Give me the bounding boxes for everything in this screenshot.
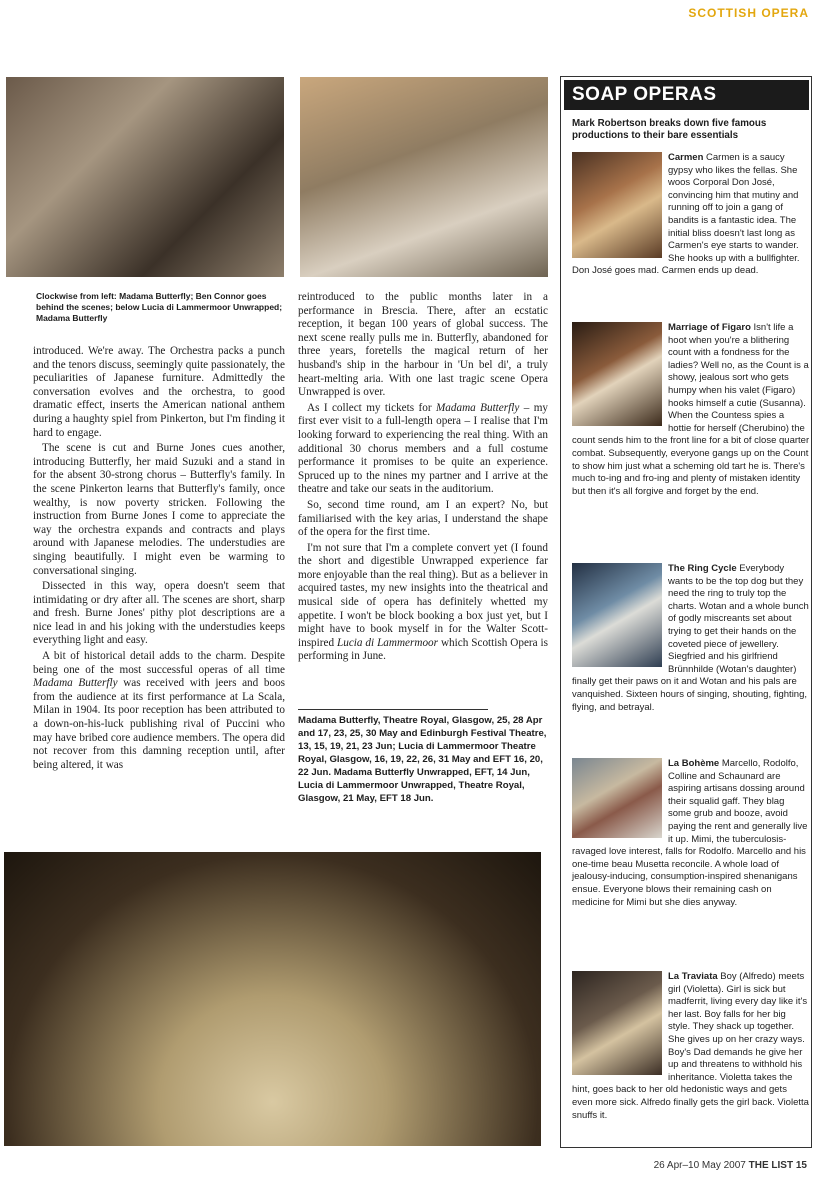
la-boheme-photo [572, 758, 662, 838]
opera-entry-carmen [572, 152, 810, 278]
opera-entry-la-boheme [572, 758, 810, 909]
paragraph: I'm not sure that I'm a complete convert yet (I found the short and digestible Unwrapped experience far more enjoyable than the real thing). But as a believer in acquired tastes, my new insights into the theatrical and musical side of opera has definitely whetted my appetite. I won't be block booking a box just yet, but I might have to book myself in for the Walter Scott-inspired Lucia di Lammermoor which Scottish Opera is performing in June. [298, 541, 549, 663]
photo-stage-performance [4, 852, 541, 1146]
ring-cycle-photo [572, 563, 662, 667]
opera-text: Isn't life a hoot when you're a blithering count with a fondness for the ladies? Well no, as the Count is a showy, jealous sort who gets humpy when his valet (Figaro) hooks himself a cutie (Susanna). When the Countess spies a hottie for herself (Cherubino) the count sends him to the front line for a bit of close quarter combat. Subsequently, everyone gangs up on the Count to show him just what a scheming old tart he is. There's much to-ing and fro-ing and plenty of mistaken identity but then it's all forgive and forget by the end. [572, 322, 810, 497]
sidebar-intro: Mark Robertson breaks down five famous productions to their bare essentials [572, 118, 767, 141]
section-tag: SCOTTISH OPERA [688, 6, 809, 20]
paragraph: As I collect my tickets for Madama Butterfly – my first ever visit to a full-length opera – I realise that I'm looking forward to experiencing the real thing. With an additional 30 chorus members and a full costume performance it promises to be quite an experience. Spruced up to the nines my partner and I arrive at the theatre and take our seats in the auditorium. [298, 401, 548, 496]
paragraph: reintroduced to the public months later in a performance in Brescia. There, after an ecstatic reception, it began 100 years of global success. The next scene really pulls me in. Butterfly, abandoned for three years, foretells the magical return of her husband's ship in the harbour in 'Un bel di', a truly heart-melting aria. With one last tragic scene Opera Unwrapped is over. [298, 291, 548, 399]
opera-text: Carmen is a saucy gypsy who likes the fellas. She woos Corporal Don José, convincing him that mutiny and running off to join a gang of bandits is a fantastic idea. The initial bliss doesn't last long as Carmen's eye starts to wander. She hooks up with a bullfighter. Don José goes mad. Carmen ends up dead. [572, 152, 800, 277]
opera-entry-la-traviata [572, 971, 810, 1122]
sidebar-title: SOAP OPERAS [564, 80, 809, 110]
photo-costume-room [6, 77, 284, 277]
opera-text: Boy (Alfredo) meets girl (Violetta). Girl is sick but madferrit, living every day like it's her last. Boy falls for her big style. They shack up together. She gives up on her crazy ways. Boy's Dad demands he give her up and threatens to withhold his inheritance. Violetta takes the hint, goes back to her old hedonistic ways and gets even more sick. Alfredo finally gets the girl back. Violetta snuffs it. [572, 971, 809, 1121]
page-footer [654, 1160, 807, 1171]
figaro-photo [572, 322, 662, 426]
page-number: 15 [795, 1160, 807, 1171]
issue-dates: 26 Apr–10 May 2007 [653, 1160, 746, 1171]
opera-text: Marcello, Rodolfo, Colline and Schaunard are aspiring artisans dossing around their squalid gaff. They blag some grub and booze, avoid paying the rent and generally live it up. Mimi, the tuberculosis-ravaged love interest, falls for Rodolfo. Marcello and his one-time beau Musetta reconcile. A whole load of jealousy-inducing, consumption-inspired shenanigans ensue. Everyone blows their remaining cash on medicine for Mimi but she dies anyway. [572, 758, 808, 908]
opera-text: Everybody wants to be the top dog but they need the ring to truly top the charts. Wotan and a whole bunch of godly miscreants set about trying to get their hands on the coveted piece of jewellery. Siegfried and his girlfriend Brünnhilde (Wotan's daughter) finally get their paws on it and Wotan and his pals are vanquished. Sixteen hours of singing, shouting, fighting, flying, and betrayal. [572, 563, 809, 713]
performance-listing: Madama Butterfly, Theatre Royal, Glasgow, 25, 28 Apr and 17, 23, 25, 30 May and Edinburgh Festival Theatre, 13, 15, 19, 21, 23 Jun; Lucia di Lammermoor Theatre Royal, Glasgow, 16, 19, 22, 26, 31 May and EFT 16, 20, 22 Jun. Madama Butterfly Unwrapped, EFT, 14 Jun, Lucia di Lammermoor Unwrapped, Theatre Royal, Glasgow, 21 May, EFT 18 Jun. [298, 715, 547, 804]
opera-name: The Ring Cycle [668, 563, 737, 574]
magazine-name: THE LIST [748, 1160, 794, 1171]
paragraph: A bit of historical detail adds to the charm. Despite being one of the most successful operas of all time Madama Butterfly was received with jeers and boos from the audience at its first performance at La Scala, Milan in 1904. Its poor reception has been attributed to a down-on-his-luck publishing rival of Puccini who may have bribed core audience members. The opera did not recover from this damning reception until, after being altered, it was [33, 650, 286, 771]
opera-name: Carmen [668, 152, 704, 163]
paragraph: Dissected in this way, opera doesn't seem that intimidating or dry after all. The scenes are short, sharp and fresh. Burne Jones' pithy plot descriptions are a nice lead in and his joking with the understudies keeps everything light and easy. [33, 580, 285, 647]
opera-entry-ring-cycle [572, 563, 810, 714]
opera-entry-figaro [572, 322, 810, 498]
article-column-1 [33, 345, 285, 774]
listing-divider [298, 709, 488, 710]
photo-caption: Clockwise from left: Madama Butterfly; Ben Connor goes behind the scenes; below Lucia di Lammermoor Unwrapped; Madama Butterfly [36, 291, 283, 324]
paragraph: The scene is cut and Burne Jones cues another, introducing Butterfly, her maid Suzuki and a stand in for the absent 30-strong chorus – Butterfly's family. In the scene Pinkerton learns that Butterfly's family, once wealthy, is now poverty stricken. Following the instruction from Burne Jones I come to appreciate the way the orchestra expands and contracts and plays around with Japanese melodies. The understudies are singing beautifully. I might even be warming to conversational singing. [33, 442, 285, 577]
la-traviata-photo [572, 971, 662, 1075]
photo-rehearsal-room [300, 77, 548, 277]
paragraph: introduced. We're away. The Orchestra packs a punch and the tenors discuss, seemingly quite passionately, the peculiarities of Japanese furniture. Admittedly the conversation evolves and the orchestra, to good dramatic effect, inserts the American national anthem during a haughty spiel from Pinkerton, but I'm finding it hard to engage. [33, 345, 285, 439]
opera-name: Marriage of Figaro [668, 322, 751, 333]
paragraph: So, second time round, am I an expert? No, but familiarised with the key arias, I understand the shape of the opera for the first time. [298, 498, 548, 539]
carmen-photo [572, 152, 662, 258]
opera-name: La Bohème [668, 758, 720, 769]
opera-name: La Traviata [668, 971, 718, 982]
article-column-2 [298, 291, 548, 666]
